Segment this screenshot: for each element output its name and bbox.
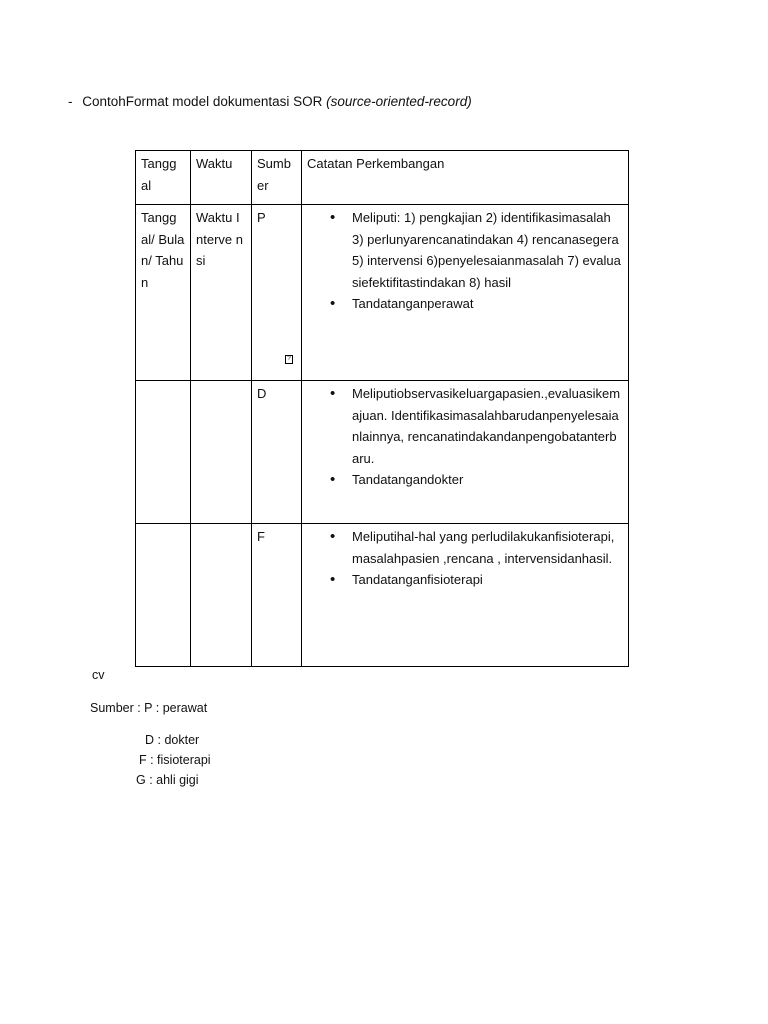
- heading-dash: -: [68, 94, 73, 109]
- note-bullet: • Meliputiobservasikeluargapasien.,evaluasikemajuan. Identifikasimasalahbarudanpenyelesaianlainnya, rencanatindakandanpengobatanterbaru.: [352, 383, 623, 469]
- legend-doctor: D : dokter: [145, 733, 200, 747]
- table-row: [136, 205, 629, 381]
- source-code: P: [257, 210, 266, 225]
- note-bullet: • Meliputihal-hal yang perludilakukanfisioterapi, masalahpasien ,rencana , intervensidanhasil.: [352, 526, 623, 569]
- table-header-row: [136, 151, 629, 205]
- cell-date: [136, 524, 191, 667]
- heading-italic: (source-oriented-record): [326, 94, 472, 109]
- cell-notes: [302, 381, 629, 524]
- note-bullet: • Tandatanganperawat: [352, 293, 623, 315]
- note-bullet: • Meliputi: 1) pengkajian 2) identifikasimasalah 3) perlunyarencanatindakan 4) rencanasegera 5) intervensi 6)penyelesaianmasalah 7) evaluasiefektifitastindakan 8) hasil: [352, 207, 623, 293]
- header-time: Waktu: [191, 151, 252, 205]
- header-notes: Catatan Perkembangan: [302, 151, 629, 205]
- cell-source: [252, 205, 302, 381]
- sor-table: [135, 150, 629, 667]
- table-row: [136, 381, 629, 524]
- placeholder-glyph-icon: ?: [285, 355, 293, 364]
- cell-notes: [302, 524, 629, 667]
- cell-source: F: [252, 524, 302, 667]
- source-legend-title: Sumber : P : perawat: [90, 701, 208, 715]
- cell-time: [191, 524, 252, 667]
- cell-notes: [302, 205, 629, 381]
- table-row: [136, 524, 629, 667]
- cell-time: [191, 381, 252, 524]
- cell-date: Tangg al/ Bulan/ Tahun: [136, 205, 191, 381]
- note-bullet: • Tandatanganfisioterapi: [352, 569, 623, 591]
- header-source: Sumb er: [252, 151, 302, 205]
- cell-time: Waktu Interve nsi: [191, 205, 252, 381]
- header-date: Tangg al: [136, 151, 191, 205]
- heading-text: ContohFormat model dokumentasi SOR: [82, 94, 323, 109]
- note-bullet: • Tandatangandokter: [352, 469, 623, 491]
- cell-date: [136, 381, 191, 524]
- cell-source: D: [252, 381, 302, 524]
- legend-dentist: G : ahli gigi: [136, 773, 199, 787]
- legend-physio: F : fisioterapi: [139, 753, 211, 767]
- cv-text: cv: [92, 668, 105, 682]
- document-heading: [68, 94, 472, 109]
